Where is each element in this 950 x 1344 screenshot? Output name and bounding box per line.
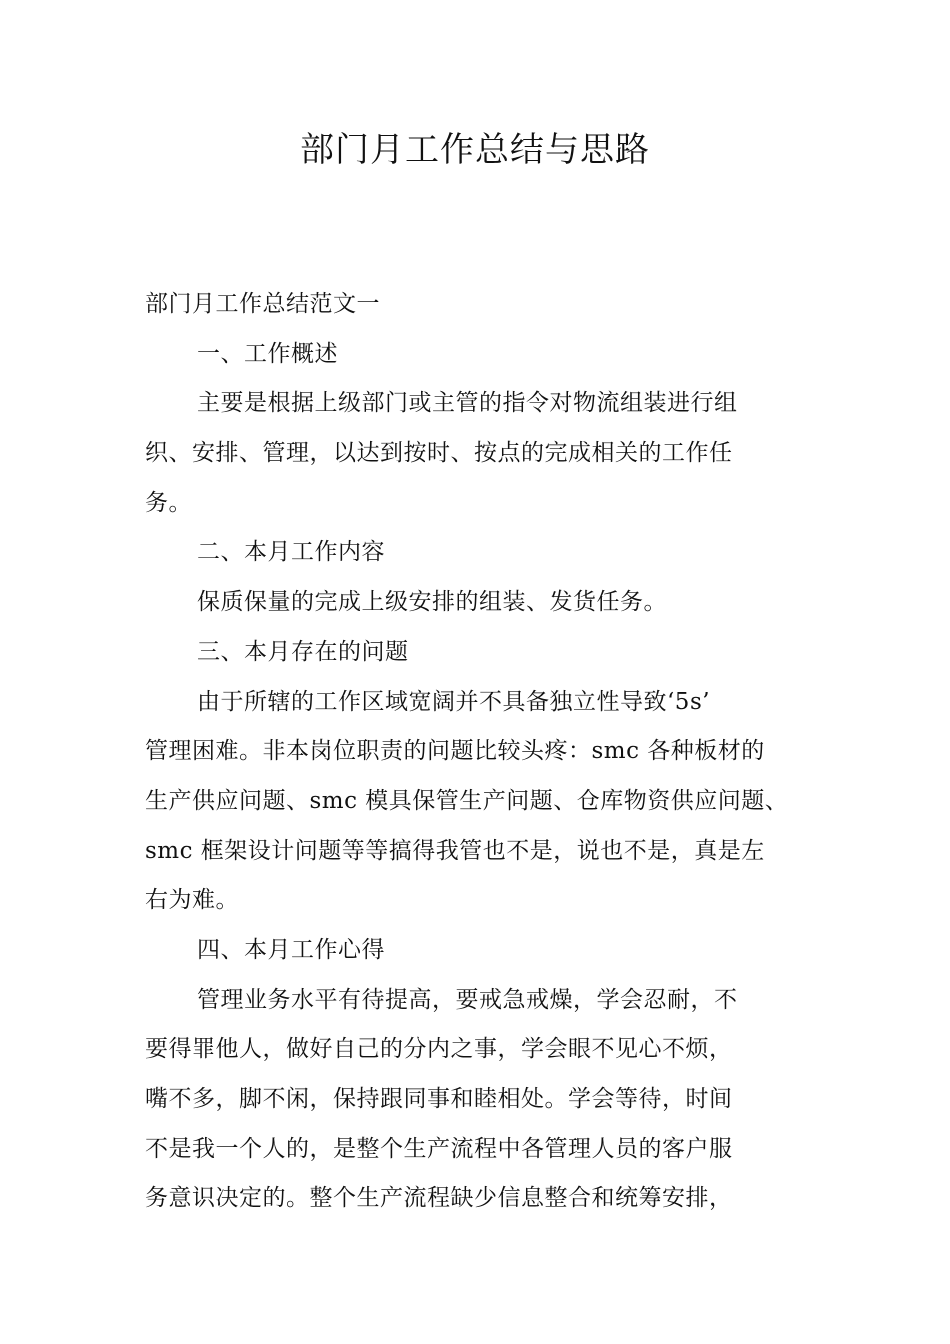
- paragraph-line: 要得罪他人，做好自己的分内之事，学会眼不见心不烦，: [145, 1036, 733, 1063]
- section-heading: 部门月工作总结范文一: [145, 291, 380, 317]
- paragraph-line: 务意识决定的。整个生产流程缺少信息整合和统筹安排，: [145, 1185, 733, 1212]
- paragraph-line: 不是我一个人的，是整个生产流程中各管理人员的客户服: [145, 1135, 733, 1162]
- subsection-heading: 一、工作概述: [197, 340, 338, 367]
- paragraph-line: 右为难。: [145, 887, 239, 914]
- paragraph-line: 保质保量的完成上级安排的组装、发货任务。: [197, 589, 667, 616]
- paragraph-line: 生产供应问题、smc 模具保管生产问题、仓库物资供应问题、: [145, 787, 789, 814]
- paragraph-line: 管理业务水平有待提高，要戒急戒燥，学会忍耐，不: [197, 986, 738, 1013]
- paragraph-line: 务。: [145, 489, 192, 516]
- subsection-heading: 三、本月存在的问题: [197, 638, 409, 665]
- paragraph-line: 管理困难。非本岗位职责的问题比较头疼：smc 各种板材的: [145, 738, 765, 765]
- paragraph-line: 织、安排、管理，以达到按时、按点的完成相关的工作任: [145, 440, 733, 467]
- document-title: 部门月工作总结与思路: [300, 130, 650, 170]
- paragraph-line: 由于所辖的工作区域宽阔并不具备独立性导致‘5s’: [197, 688, 711, 715]
- paragraph-line: 嘴不多，脚不闲，保持跟同事和睦相处。学会等待，时间: [145, 1086, 733, 1112]
- document-body: [145, 280, 815, 1224]
- paragraph-line: smc 框架设计问题等等搞得我管也不是，说也不是，真是左: [145, 837, 765, 864]
- subsection-heading: 四、本月工作心得: [197, 936, 385, 963]
- paragraph-line: 主要是根据上级部门或主管的指令对物流组装进行组: [197, 390, 738, 417]
- subsection-heading: 二、本月工作内容: [197, 539, 385, 566]
